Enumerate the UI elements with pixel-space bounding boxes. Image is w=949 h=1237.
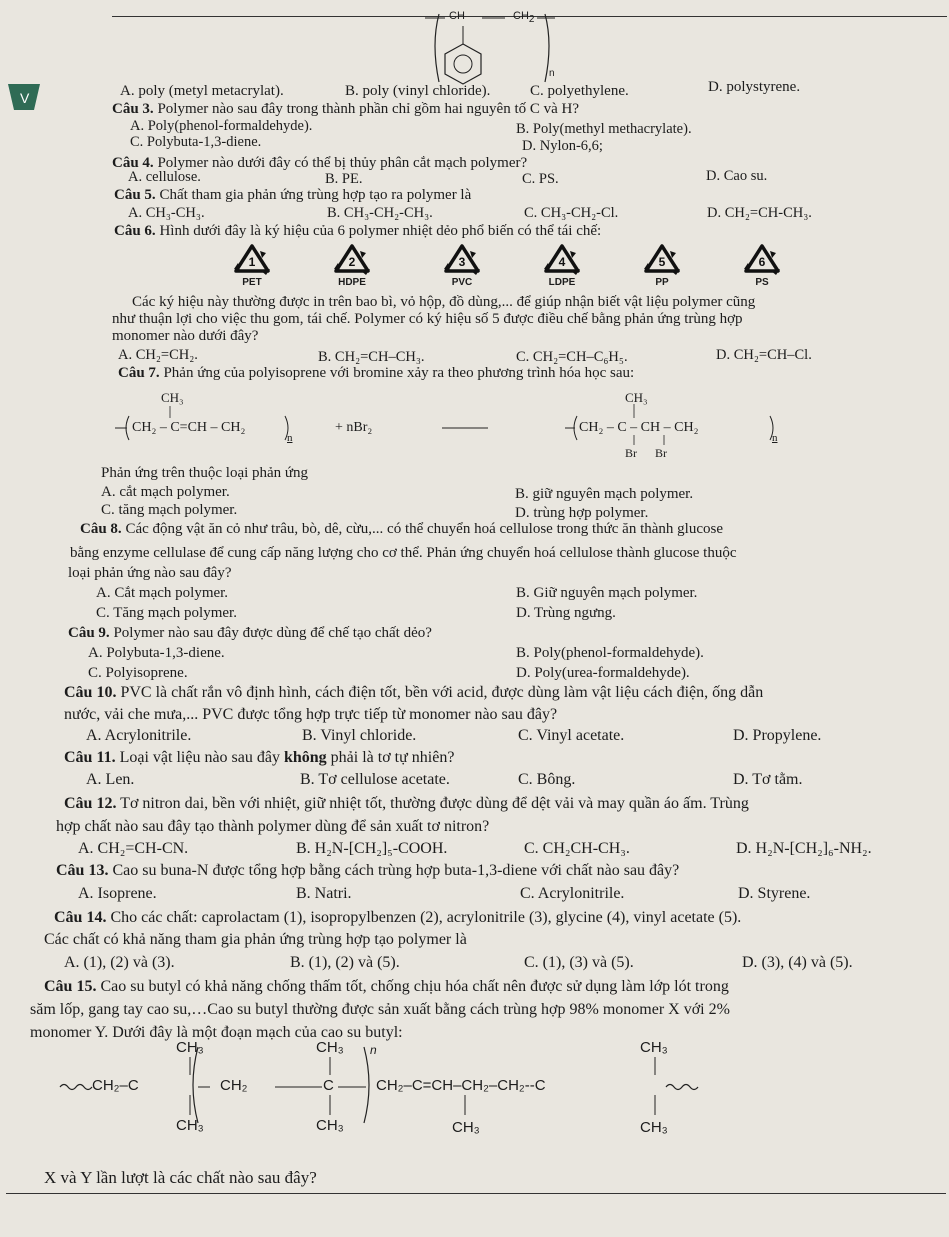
recycle-label: PS xyxy=(755,277,769,288)
chain-right: CH₂–C=CH–CH₂–CH₂--C xyxy=(376,1077,546,1094)
q8-text: Các động vật ăn cỏ như trâu, bò, dê, cừu,... có thể chuyển hoá cellulose trong thức ăn thành glucose xyxy=(121,521,723,537)
q8-number: Câu 8. xyxy=(80,521,122,537)
chain-ch3-4: CH₃ xyxy=(316,1117,344,1134)
q12-line2: hợp chất nào sau đây tạo thành polymer dùng để sản xuất tơ nitron? xyxy=(56,818,490,835)
n-subscript: n xyxy=(549,68,555,79)
q7-br2: Br xyxy=(655,446,667,460)
q8-stem xyxy=(80,521,723,538)
q12-stem xyxy=(64,795,749,813)
q6-text-line3: monomer nào dưới đây? xyxy=(112,328,259,344)
q2-option-c: C. polyethylene. xyxy=(530,83,629,99)
q5-option-a: A. CH₃-CH₃. xyxy=(128,205,205,221)
q10-stem xyxy=(64,684,763,702)
bookmark-icon xyxy=(8,84,40,115)
q4-option-c: C. PS. xyxy=(522,171,559,187)
chain-n: n xyxy=(370,1043,377,1057)
recycle-number: 4 xyxy=(558,255,566,269)
q7-option-c: C. tăng mạch polymer. xyxy=(101,502,238,518)
q5-option-b: B. CH₃-CH₂-CH₃. xyxy=(327,205,433,221)
chain-ch3-7: CH₃ xyxy=(640,1119,668,1136)
q15-stem xyxy=(44,978,729,996)
recycle-label: PVC xyxy=(451,277,473,288)
recycling-symbol-3 xyxy=(440,243,484,288)
q10-option-d: D. Propylene. xyxy=(733,727,822,744)
q14-stem xyxy=(54,909,741,927)
q9-option-d: D. Poly(urea-formaldehyde). xyxy=(516,665,690,681)
recycle-label: HDPE xyxy=(338,277,366,288)
q15-line2: săm lốp, gang tay cao su,…Cao su butyl thường được sản xuất bằng cách trùng hợp 98% monomer X với 2% xyxy=(30,1001,730,1018)
bottom-rule xyxy=(6,1193,946,1194)
q3-option-c: C. Polybuta-1,3-diene. xyxy=(130,134,262,150)
q6-text: Hình dưới đây là ký hiệu của 6 polymer nhiệt dẻo phổ biến có thể tái chế: xyxy=(155,223,602,239)
q6-text-line1: Các ký hiệu này thường được in trên bao bì, vỏ hộp, đồ dùng,... để giúp nhận biết vật liệu polymer cũng xyxy=(132,294,756,310)
q8-line3: loại phản ứng nào sau đây? xyxy=(68,565,232,581)
q8-line2: bằng enzyme cellulase để cung cấp năng lượng cho cơ thể. Phản ứng chuyển hoá cellulose thành glucose thuộc xyxy=(70,545,737,561)
chain-ch3-1: CH₃ xyxy=(176,1039,204,1056)
q14-text: Cho các chất: caprolactam (1), isopropylbenzen (2), acrylonitrile (3), glycine (4), vinyl acetate (5). xyxy=(106,909,742,926)
recycle-number: 3 xyxy=(458,255,466,269)
ch2-text: CH xyxy=(513,10,529,22)
q4-text: Polymer nào dưới đây có thể bị thủy phân cắt mạch polymer? xyxy=(153,155,528,171)
recycle-number: 6 xyxy=(758,255,766,269)
q3-number: Câu 3. xyxy=(112,101,154,117)
q7-n-right: n xyxy=(772,432,778,444)
polystyrene-structure xyxy=(425,4,575,92)
q5-number: Câu 5. xyxy=(114,187,156,203)
q7-reagent: + nBr₂ xyxy=(335,420,373,435)
q11-text-post: phải là tơ tự nhiên? xyxy=(326,749,455,766)
q7-text: Phản ứng của polyisoprene với bromine xảy ra theo phương trình hóa học sau: xyxy=(159,365,635,381)
q9-text: Polymer nào sau đây được dùng để chế tạo chất dẻo? xyxy=(109,625,432,641)
q5-option-d: D. CH₂=CH-CH₃. xyxy=(707,205,812,221)
q14-option-a: A. (1), (2) và (3). xyxy=(64,954,175,971)
q13-number: Câu 13. xyxy=(56,862,109,879)
q10-text: PVC là chất rắn vô định hình, cách điện tốt, bền với acid, được dùng làm vật liệu cách điện, ống dẫn xyxy=(116,684,764,701)
q7-equation xyxy=(115,388,815,468)
q3-option-a: A. Poly(phenol-formaldehyde). xyxy=(130,118,313,134)
chain-c-mid: C xyxy=(323,1077,334,1094)
q12-option-b: B. H₂N-[CH₂]₅-COOH. xyxy=(296,840,448,857)
q12-text: Tơ nitron dai, bền với nhiệt, giữ nhiệt tốt, thường được dùng để dệt vải và may quần áo ấm. Trùng xyxy=(116,795,749,812)
recycle-number: 5 xyxy=(658,255,666,269)
q15-text: Cao su butyl có khả năng chống thấm tốt, chống chịu hóa chất nên được sử dụng làm lớp lót trong xyxy=(96,978,729,995)
chain-ch3-2: CH₃ xyxy=(176,1117,204,1134)
q6-option-c: C. CH₂=CH–C₆H₅. xyxy=(516,349,628,365)
q11-text-bold: không xyxy=(283,749,327,766)
recycle-number: 1 xyxy=(248,255,256,269)
chain-ch3-3: CH₃ xyxy=(316,1039,344,1056)
q11-text-pre: Loại vật liệu nào sau đây xyxy=(115,749,284,766)
q2-option-b: B. poly (vinyl chloride). xyxy=(345,83,491,99)
q11-number: Câu 11. xyxy=(64,749,116,766)
q13-option-c: C. Acrylonitrile. xyxy=(520,885,625,902)
recycle-triangle-icon xyxy=(740,243,784,277)
q6-option-a: A. CH₂=CH₂. xyxy=(118,347,198,363)
q14-option-d: D. (3), (4) và (5). xyxy=(742,954,853,971)
recycle-triangle-icon xyxy=(640,243,684,277)
q7-ch3-right: CH₃ xyxy=(625,390,648,405)
q7-br1: Br xyxy=(625,446,637,460)
ch-label: CH xyxy=(449,10,465,22)
q10-option-c: C. Vinyl acetate. xyxy=(518,727,625,744)
chain-ch2-mid: CH₂ xyxy=(220,1077,248,1094)
q15-line3: monomer Y. Dưới đây là một đoạn mạch của cao su butyl: xyxy=(30,1024,403,1041)
q6-number: Câu 6. xyxy=(114,223,156,239)
q7-ch3-left: CH₃ xyxy=(161,390,184,405)
q3-text: Polymer nào sau đây trong thành phần chỉ gồm hai nguyên tố C và H? xyxy=(153,101,580,117)
q4-option-d: D. Cao su. xyxy=(706,168,768,184)
q13-option-a: A. Isoprene. xyxy=(78,885,157,902)
q6-stem xyxy=(114,223,601,240)
q11-option-b: B. Tơ cellulose acetate. xyxy=(300,771,450,788)
recycle-label: PET xyxy=(242,277,262,288)
q3-option-b: B. Poly(methyl methacrylate). xyxy=(516,121,692,137)
q12-option-a: A. CH₂=CH-CN. xyxy=(78,840,189,857)
q14-option-b: B. (1), (2) và (5). xyxy=(290,954,400,971)
q10-number: Câu 10. xyxy=(64,684,117,701)
q12-number: Câu 12. xyxy=(64,795,117,812)
q3-option-d: D. Nylon-6,6; xyxy=(522,138,603,154)
recycling-symbol-4 xyxy=(540,243,584,288)
recycling-symbol-6 xyxy=(740,243,784,288)
q11-stem xyxy=(64,749,454,767)
q12-option-c: C. CH₂CH-CH₃. xyxy=(524,840,630,857)
q4-number: Câu 4. xyxy=(112,155,154,171)
q7-option-d: D. trùng hợp polymer. xyxy=(515,505,649,521)
recycle-label: LDPE xyxy=(548,277,576,288)
q7-left-chain: CH₂ – C=CH – CH₂ xyxy=(132,420,246,435)
recycle-triangle-icon xyxy=(230,243,274,277)
q6-option-b: B. CH₂=CH–CH₃. xyxy=(318,349,425,365)
butyl-rubber-chain xyxy=(30,1035,730,1165)
q12-option-d: D. H₂N-[CH₂]₆-NH₂. xyxy=(736,840,872,857)
q5-text: Chất tham gia phản ứng trùng hợp tạo ra polymer là xyxy=(155,187,472,203)
q14-option-c: C. (1), (3) và (5). xyxy=(524,954,634,971)
q13-option-d: D. Styrene. xyxy=(738,885,811,902)
q7-n-left: n xyxy=(287,432,293,444)
q9-number: Câu 9. xyxy=(68,625,110,641)
q11-option-d: D. Tơ tằm. xyxy=(733,771,803,788)
q11-option-c: C. Bông. xyxy=(518,771,576,788)
q4-option-b: B. PE. xyxy=(325,171,363,187)
q8-option-b: B. Giữ nguyên mạch polymer. xyxy=(516,585,698,601)
chain-ch2c-left: CH₂–C xyxy=(92,1077,139,1094)
q8-option-d: D. Trùng ngưng. xyxy=(516,605,616,621)
q13-option-b: B. Natri. xyxy=(296,885,352,902)
q5-stem xyxy=(114,187,471,204)
q7-stem2: Phản ứng trên thuộc loại phản ứng xyxy=(101,465,309,481)
q2-option-d: D. polystyrene. xyxy=(708,79,801,95)
recycling-symbol-5 xyxy=(640,243,684,288)
q2-option-a: A. poly (metyl metacrylat). xyxy=(120,83,284,99)
q9-stem xyxy=(68,625,432,642)
q10-line2: nước, vải che mưa,... PVC được tổng hợp trực tiếp từ monomer nào sau đây? xyxy=(64,706,558,723)
recycle-triangle-icon xyxy=(330,243,374,277)
svg-text:V: V xyxy=(20,90,30,106)
q13-text: Cao su buna-N được tổng hợp bằng cách trùng hợp buta-1,3-diene với chất nào sau đây? xyxy=(108,862,680,879)
q14-number: Câu 14. xyxy=(54,909,107,926)
chain-ch3-6: CH₃ xyxy=(640,1039,668,1056)
q8-option-c: C. Tăng mạch polymer. xyxy=(96,605,237,621)
q7-number: Câu 7. xyxy=(118,365,160,381)
recycle-label: PP xyxy=(655,277,669,288)
q10-option-b: B. Vinyl chloride. xyxy=(302,727,417,744)
q15-number: Câu 15. xyxy=(44,978,97,995)
q9-option-a: A. Polybuta-1,3-diene. xyxy=(88,645,225,661)
q4-option-a: A. cellulose. xyxy=(128,169,201,185)
ch2-label xyxy=(513,10,534,25)
q10-option-a: A. Acrylonitrile. xyxy=(86,727,192,744)
q6-text-line2: như thuận lợi cho việc thu gom, tái chế. Polymer có ký hiệu số 5 được điều chế bằng phản ứng trùng hợp xyxy=(112,311,743,327)
chain-ch3-5: CH₃ xyxy=(452,1119,480,1136)
q9-option-b: B. Poly(phenol-formaldehyde). xyxy=(516,645,704,661)
q8-option-a: A. Cắt mạch polymer. xyxy=(96,585,229,601)
q14-line2: Các chất có khả năng tham gia phản ứng trùng hợp tạo polymer là xyxy=(44,931,467,948)
q15-question: X và Y lần lượt là các chất nào sau đây? xyxy=(44,1168,317,1187)
recycle-triangle-icon xyxy=(540,243,584,277)
q11-option-a: A. Len. xyxy=(86,771,135,788)
recycle-number: 2 xyxy=(348,255,356,269)
q6-option-d: D. CH₂=CH–Cl. xyxy=(716,347,812,363)
q7-right-chain: CH₂ – C – CH – CH₂ xyxy=(579,420,699,435)
recycling-symbol-1 xyxy=(230,243,274,288)
q5-option-c: C. CH₃-CH₂-Cl. xyxy=(524,205,619,221)
recycling-symbol-2 xyxy=(330,243,374,288)
q3-stem xyxy=(112,101,579,118)
q7-stem xyxy=(118,365,634,382)
q7-option-a: A. cắt mạch polymer. xyxy=(101,484,230,500)
q9-option-c: C. Polyisoprene. xyxy=(88,665,188,681)
recycle-triangle-icon xyxy=(440,243,484,277)
q13-stem xyxy=(56,862,679,880)
ch2-sub: 2 xyxy=(528,14,535,26)
q7-option-b: B. giữ nguyên mạch polymer. xyxy=(515,486,694,502)
